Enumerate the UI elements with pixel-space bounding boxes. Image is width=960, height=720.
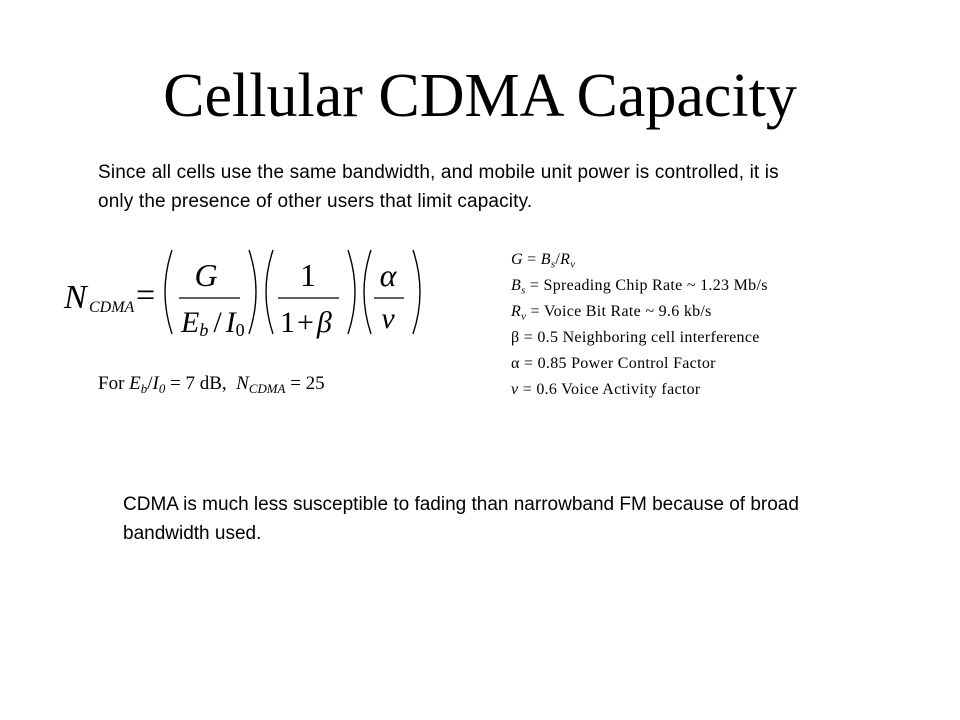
def-g-bs-sub: s (550, 258, 556, 271)
term1-i0: I (225, 306, 236, 339)
definition-v (511, 377, 951, 403)
fading-note: CDMA is much less susceptible to fading than narrowband FM because of broad bandwidth used. (123, 494, 799, 544)
formula-lhs-subscript: CDMA (89, 299, 135, 316)
term1-eb: E (181, 306, 200, 339)
term2-numerator: 1 (300, 257, 316, 293)
def-v-symbol: v (511, 381, 519, 398)
definition-beta (511, 325, 951, 351)
svg-text:1+β (280, 306, 332, 339)
def-g-rv: R (560, 251, 571, 268)
example-i0: I (152, 373, 159, 394)
example-eb: E (129, 373, 141, 394)
def-g-rv-sub: v (570, 258, 576, 271)
def-alpha-text: = 0.85 Power Control Factor (519, 355, 716, 372)
term2-plus: + (297, 306, 314, 339)
term2-one: 1 (280, 306, 295, 339)
term1-i0-sub: 0 (235, 320, 245, 340)
term2-beta: β (316, 306, 332, 339)
paren-left-1 (165, 250, 172, 334)
formula-lhs-n: N (64, 279, 87, 316)
formula-equals: = (136, 277, 156, 314)
def-bs-text: = Spreading Chip Rate ~ 1.23 Mb/s (525, 277, 768, 294)
term3-numerator: α (379, 257, 397, 293)
example-eb-sub: b (140, 380, 148, 396)
term1-eb-sub: b (199, 320, 209, 340)
capacity-formula (62, 242, 437, 342)
definition-alpha (511, 351, 951, 377)
def-rv-sub: v (521, 310, 527, 323)
def-v-text: = 0.6 Voice Activity factor (518, 381, 701, 398)
definition-rv (511, 299, 951, 325)
def-g-eq: = (522, 251, 541, 268)
slide-title: Cellular CDMA Capacity (163, 62, 797, 130)
example-slash: / (147, 373, 153, 394)
example-prefix: For (98, 373, 130, 394)
paren-left-2 (266, 250, 273, 334)
paren-right-2 (348, 250, 355, 334)
definition-g (511, 247, 951, 273)
def-rv-text: = Voice Bit Rate ~ 9.6 kb/s (526, 303, 712, 320)
paren-right-1 (249, 250, 256, 334)
intro-paragraph: Since all cells use the same bandwidth, and mobile unit power is controlled, it is only the presence of other users that limit capacity. (98, 162, 779, 212)
def-beta-symbol: β (511, 329, 520, 346)
def-g-slash: / (555, 251, 561, 268)
def-rv-symbol: R (511, 303, 522, 320)
example-i0-sub: 0 (158, 380, 166, 396)
example-value: = 7 dB, (165, 373, 237, 394)
example-n-sub: CDMA (248, 380, 286, 396)
def-g-bs: B (540, 251, 551, 268)
term1-slash: / (213, 306, 222, 339)
svg-text:Eb/I0 (180, 306, 245, 340)
def-alpha-symbol: α (511, 355, 520, 372)
def-beta-text: = 0.5 Neighboring cell interference (519, 329, 760, 346)
term3-denominator: v (381, 302, 395, 335)
definition-bs (511, 273, 951, 299)
paren-left-3 (364, 250, 371, 334)
term1-numerator: G (194, 257, 218, 293)
definitions-list (511, 247, 951, 403)
def-bs-sub: s (521, 284, 526, 297)
def-bs-symbol: B (511, 277, 522, 294)
example-result-value: = 25 (285, 373, 325, 394)
example-n: N (236, 373, 249, 394)
example-result (98, 371, 325, 397)
paren-right-3 (413, 250, 420, 334)
def-g-symbol: G (511, 251, 523, 268)
